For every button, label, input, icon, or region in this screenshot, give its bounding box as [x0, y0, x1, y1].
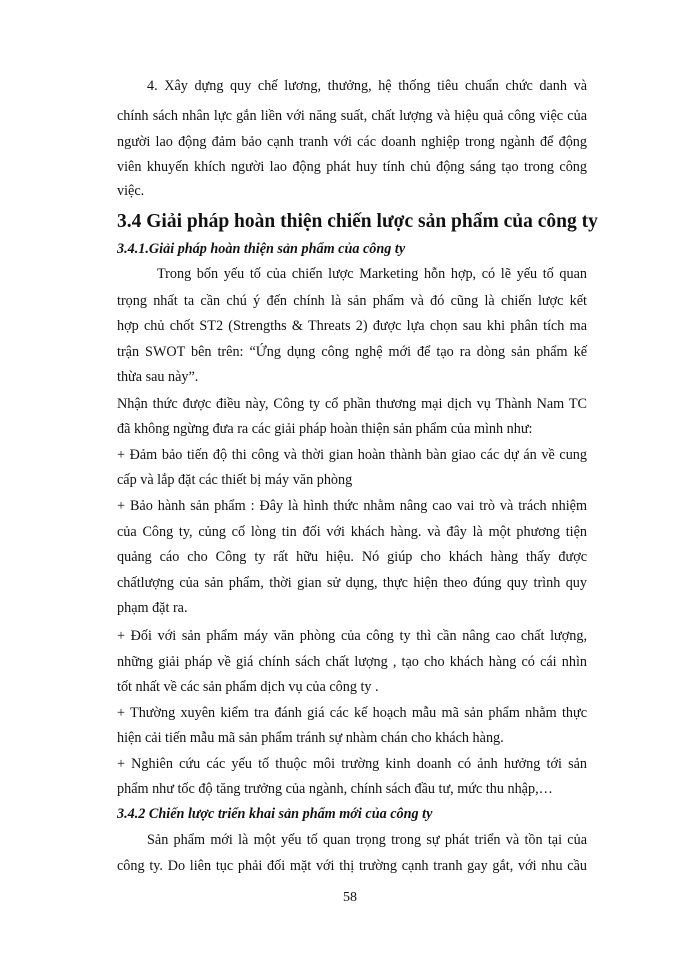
- sub1-para1-line-4: trận SWOT bên trên: “Ứng dụng công nghệ mới để tạo ra dòng sản phẩm kế: [117, 344, 587, 360]
- item4-line-5: việc.: [117, 183, 145, 199]
- sub2-para1-line-2: công ty. Do liên tục phải đối mặt với thị trường cạnh tranh gay gắt, với nhu cầu: [117, 858, 587, 874]
- sub1-para1-line-5: thừa sau này”.: [117, 369, 199, 385]
- sub1-para2-line-2: đã không ngừng đưa ra các giải pháp hoàn thiện sản phẩm của mình như:: [117, 421, 533, 437]
- bullet4-line-2: hiện cải tiến mẫu mã sản phẩm tránh sự nhàm chán cho khách hàng.: [117, 730, 504, 746]
- bullet2-line-3: quảng cáo cho Công ty rất hữu hiệu. Nó giúp cho khách hàng thấy được: [117, 549, 587, 565]
- item4-line-1: 4. Xây dựng quy chế lương, thưởng, hệ thống tiêu chuẩn chức danh và: [147, 78, 587, 94]
- section-title: 3.4 Giải pháp hoàn thiện chiến lược sản phẩm của công ty: [117, 211, 598, 232]
- bullet5-line-1: + Nghiên cứu các yếu tố thuộc môi trường kinh doanh có ảnh hưởng tới sản: [117, 756, 587, 772]
- sub1-para1-line-3: hợp chủ chốt ST2 (Strengths & Threats 2) được lựa chọn sau khi phân tích ma: [117, 318, 587, 334]
- bullet2-line-4: chấtlượng của sản phẩm, thời gian sử dụng, thực hiện theo đúng quy trình quy: [117, 575, 587, 591]
- bullet2-line-2: của Công ty, củng cố lòng tin đối với khách hàng. và đây là một phương tiện: [117, 524, 587, 540]
- bullet2-line-5: phạm đặt ra.: [117, 600, 188, 616]
- bullet4-line-1: + Thường xuyên kiểm tra đánh giá các kế hoạch mẫu mã sản phẩm nhằm thực: [117, 705, 587, 721]
- bullet3-line-2: những giải pháp về giá chính sách chất lượng , tạo cho khách hàng có cái nhìn: [117, 654, 587, 670]
- item4-line-4: viên khuyến khích người lao động phát huy tính chủ động sáng tạo trong công: [117, 159, 587, 175]
- bullet1-line-1: + Đảm bảo tiến độ thi công và thời gian hoàn thành bàn giao các dự án về cung: [117, 447, 587, 463]
- subsection-title-2: 3.4.2 Chiến lược triển khai sản phẩm mới của công ty: [117, 806, 433, 822]
- item4-line-3: người lao động đảm bảo cạnh tranh với các doanh nghiệp trong ngành để động: [117, 134, 587, 150]
- sub1-para2-line-1: Nhận thức được điều này, Công ty cổ phần thương mại dịch vụ Thành Nam TC: [117, 396, 587, 412]
- bullet1-line-2: cấp và lắp đặt các thiết bị máy văn phòng: [117, 472, 353, 488]
- bullet3-line-3: tốt nhất về các sản phẩm dịch vụ của công ty .: [117, 679, 379, 695]
- item4-line-2: chính sách nhân lực gắn liền với năng suất, chất lượng và hiệu quả công việc của: [117, 108, 587, 124]
- bullet5-line-2: phẩm như tốc độ tăng trưởng của ngành, chính sách đầu tư, mức thu nhập,…: [117, 781, 553, 797]
- bullet2-line-1: + Bảo hành sản phẩm : Đây là hình thức nhằm nâng cao vai trò và trách nhiệm: [117, 498, 587, 514]
- sub1-para1-line-2: trọng nhất ta cần chú ý đến chính là sản phẩm và đó cũng là chiến lược kết: [117, 293, 587, 309]
- page-number: 58: [343, 890, 357, 905]
- bullet3-line-1: + Đối với sản phẩm máy văn phòng của công ty thì cần nâng cao chất lượng,: [117, 628, 587, 644]
- subsection-title-1: 3.4.1.Giải pháp hoàn thiện sản phẩm của công ty: [117, 241, 406, 257]
- sub2-para1-line-1: Sản phẩm mới là một yếu tố quan trọng trong sự phát triển và tồn tại của: [147, 832, 587, 848]
- sub1-para1-line-1: Trong bốn yếu tố của chiến lược Marketing hỗn hợp, có lẽ yếu tố quan: [157, 266, 587, 282]
